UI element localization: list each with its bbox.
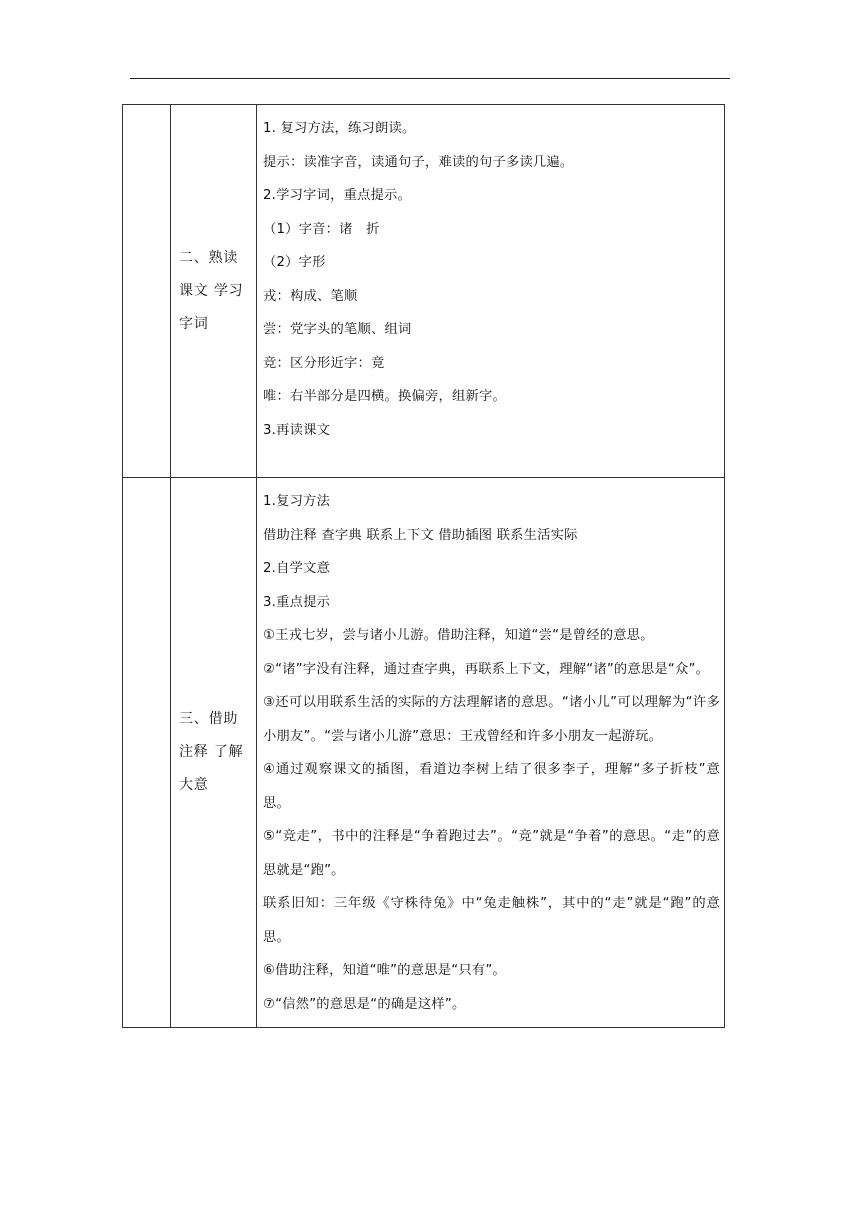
content-line: 1. 复习方法，练习朗读。 (263, 121, 416, 136)
content-line: 2.学习字词，重点提示。 (263, 188, 412, 203)
empty-cell (123, 478, 171, 1028)
section-content-cell (257, 478, 725, 1028)
content-line: 竞：区分形近字：竟 (263, 355, 385, 371)
content-line: ④通过观察课文的插图，看道边李树上结了很多李子，理解“多子折枝”意思。 (263, 762, 720, 811)
section-content-cell (257, 105, 725, 478)
content-line: 尝：党字头的笔顺、组词 (263, 322, 412, 337)
table-row (123, 478, 725, 1028)
content-line: ②“诸”字没有注释，通过查字典，再联系上下文，理解“诸”的意思是“众”。 (263, 661, 710, 677)
content-line: 借助注释 查字典 联系上下文 借助插图 联系生活实际 (263, 527, 578, 543)
spacer (263, 447, 720, 471)
header-rule (130, 78, 730, 79)
content-line: 3.再读课文 (263, 422, 331, 438)
empty-cell (123, 105, 171, 478)
content-line: （2）字形 (263, 255, 326, 270)
table-row (123, 105, 725, 478)
content-line: ⑥借助注释，知道“唯”的意思是“只有”。 (263, 963, 506, 978)
content-line: 3.重点提示 (263, 594, 331, 610)
section-content (257, 478, 724, 1027)
content-line: 1.复习方法 (263, 494, 331, 509)
content-line: 2.自学文意 (263, 561, 331, 576)
content-line: 联系旧知：三年级《守株待兔》中“兔走触株”，其中的“走”就是“跑”的意思。 (263, 896, 720, 945)
content-line: ①王戎七岁，尝与诸小儿游。借助注释，知道“尝“是曾经的意思。 (263, 628, 654, 643)
content-line: （1）字音：诸 折 (263, 221, 380, 237)
content-line: 提示：读准字音，读通句子，难读的句子多读几遍。 (263, 154, 574, 170)
section-content (257, 105, 724, 477)
section-title-cell (171, 478, 257, 1028)
section-title: 三、借助注释 了解大意 (179, 711, 244, 793)
lesson-plan-table (122, 104, 725, 1028)
section-title: 二、熟读课文 学习字词 (179, 249, 244, 332)
content-line: 唯：右半部分是四横。换偏旁，组新字。 (263, 389, 506, 404)
content-line: ⑤“竞走”，书中的注释是“争着跑过去”。“竞”就是“争着”的意思。“走”的意思就是“跑”。 (263, 829, 720, 878)
content-line: ③还可以用联系生活的实际的方法理解诸的意思。“诸小儿”可以理解为“许多小朋友”。“尝与诸小儿游”意思：王戎曾经和许多小朋友一起游玩。 (263, 695, 720, 744)
content-line: ⑦“信然”的意思是“的确是这样”。 (263, 996, 466, 1012)
content-line: 戎：构成、笔顺 (263, 288, 358, 304)
section-title-cell (171, 105, 257, 478)
